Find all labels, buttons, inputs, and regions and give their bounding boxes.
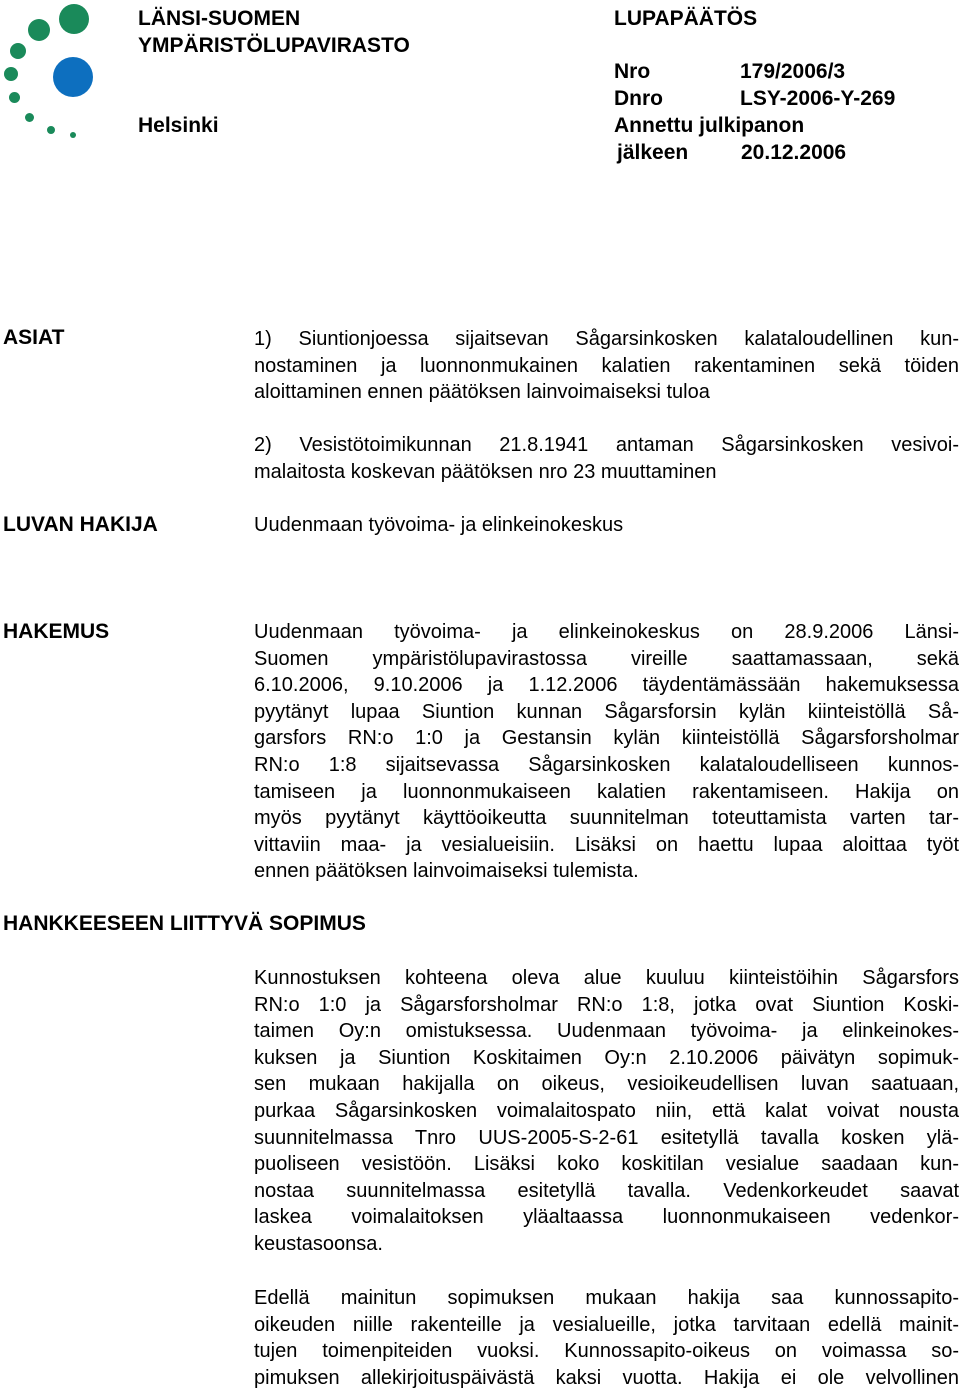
text-line: ennen päätöksen lainvoimaiseksi tulemista. [254,860,639,883]
section-label-hakemus: HAKEMUS [3,620,110,643]
text-line: Uudenmaan työvoima- ja elinkeinokeskus [254,514,624,536]
text-line: Uudenmaan työvoima- ja elinkeinokeskus on 28.9.2006 Länsi- [254,621,959,643]
text-line: Kunnostuksen kohteena oleva alue kuuluu kiinteistöihin Sågarsfors [254,967,959,989]
document-type: LUPAPÄÄTÖS [614,7,758,30]
logo-dot [9,92,20,103]
logo-dot [4,67,18,81]
published-date: 20.12.2006 [741,141,847,164]
logo-dot [53,57,93,97]
sopimus-paragraph-1 [254,965,959,1258]
text-line: puoliseen vesistöön. Lisäksi koko koskitilan vesialue saadaan kun- [254,1153,959,1176]
text-line: tujen toimenpiteiden vuoksi. Kunnossapito-oikeus on voimassa so- [254,1340,959,1363]
text-line: vittaviin maa- ja vesialueisiin. Lisäksi on haettu lupaa aloittaa työt [254,833,959,856]
text-line: nostaminen ja luonnonmukainen kalatien rakentaminen sekä töiden [254,354,959,377]
luvan-hakija-value [254,512,959,539]
agency-name-line2: YMPÄRISTÖLUPAVIRASTO [138,34,410,57]
logo-dot [10,43,26,59]
nro-label: Nro [614,60,651,83]
text-line: Edellä mainitun sopimuksen mukaan hakija saa kunnossapito- [254,1287,959,1309]
text-line: myös pyytänyt käyttöoikeutta suunnitelman toteuttamista varten tar- [254,807,959,830]
logo-dot [47,126,55,134]
logo-dot [59,4,89,34]
text-line: 1) Siuntionjoessa sijaitsevan Sågarsinkosken kalataloudellinen kun- [254,328,959,350]
logo-dot [70,132,76,138]
dnro-value: LSY-2006-Y-269 [740,87,896,110]
text-line: purkaa Sågarsinkosken voimalaitospato niin, että kalat voivat nousta [254,1099,959,1122]
text-line: kuksen ja Siuntion Koskitaimen Oy:n 2.10.2006 päivätyn sopimuk- [254,1046,959,1069]
text-line: aloittaminen ennen päätöksen lainvoimaiseksi tuloa [254,381,710,404]
text-line: garsfors RN:o 1:0 ja Gestansin kylän kiinteistöllä Sågarsforsholmar [254,727,959,750]
agency-dots-logo-icon [0,0,100,145]
text-line: RN:o 1:0 ja Sågarsforsholmar RN:o 1:8, jotka ovat Siuntion Koski- [254,993,959,1016]
text-line: sen mukaan hakijalla on oikeus, vesioikeudellisen luvan saatuaan, [254,1073,959,1096]
published-label-line2: jälkeen [617,141,689,164]
section-label-asiat: ASIAT [3,326,65,349]
published-label-line1: Annettu julkipanon [614,114,805,137]
logo-dot [28,19,50,41]
hakemus-paragraph [254,619,959,885]
asiat-item-2 [254,432,959,485]
text-line: taimen Oy:n omistuksessa. Uudenmaan työvoima- ja elinkeinokes- [254,1020,959,1043]
text-line: Suomen ympäristölupavirastossa vireille saattamassaan, sekä [254,647,959,670]
text-line: 6.10.2006, 9.10.2006 ja 1.12.2006 täydentämässään hakemuksessa [254,674,959,697]
text-line: laskea voimalaitoksen yläaltaassa luonnonmukaiseen vedenkor- [254,1206,959,1229]
agency-city: Helsinki [138,114,219,137]
text-line: 2) Vesistötoimikunnan 21.8.1941 antaman Sågarsinkosken vesivoi- [254,434,959,456]
agency-name-line1: LÄNSI-SUOMEN [138,7,301,30]
asiat-item-1 [254,326,959,406]
text-line: pyytänyt lupaa Siuntion kunnan Sågarsforsin kylän kiinteistöllä Så- [254,700,959,723]
nro-value: 179/2006/3 [740,60,846,83]
text-line: suunnitelmassa Tnro UUS-2005-S-2-61 esitetyllä tavalla kosken ylä- [254,1126,959,1149]
text-line: RN:o 1:8 sijaitsevassa Sågarsinkosken kalataloudelliseen kunnos- [254,753,959,776]
text-line: tamiseen ja luonnonmukaiseen kalatien rakentamiseen. Hakija on [254,780,959,803]
text-line: nostaa suunnitelmassa esitetyllä tavalla. Vedenkorkeudet saavat [254,1179,959,1202]
dnro-label: Dnro [614,87,663,110]
agency-logo [0,0,100,145]
sopimus-paragraph-2 [254,1285,959,1391]
text-line: pimuksen allekirjoituspäivästä kaksi vuotta. Hakija ei ole velvollinen [254,1366,959,1389]
section-label-sopimus: HANKKEESEEN LIITTYVÄ SOPIMUS [3,912,366,935]
text-line: keustasoonsa. [254,1232,383,1255]
text-line: malaitosta koskevan päätöksen nro 23 muuttaminen [254,460,717,483]
logo-dot [25,113,34,122]
text-line: oikeuden niille rakenteille ja vesialueille, jotka tarvitaan edellä mainit- [254,1313,959,1336]
section-label-luvan-hakija: LUVAN HAKIJA [3,513,158,536]
